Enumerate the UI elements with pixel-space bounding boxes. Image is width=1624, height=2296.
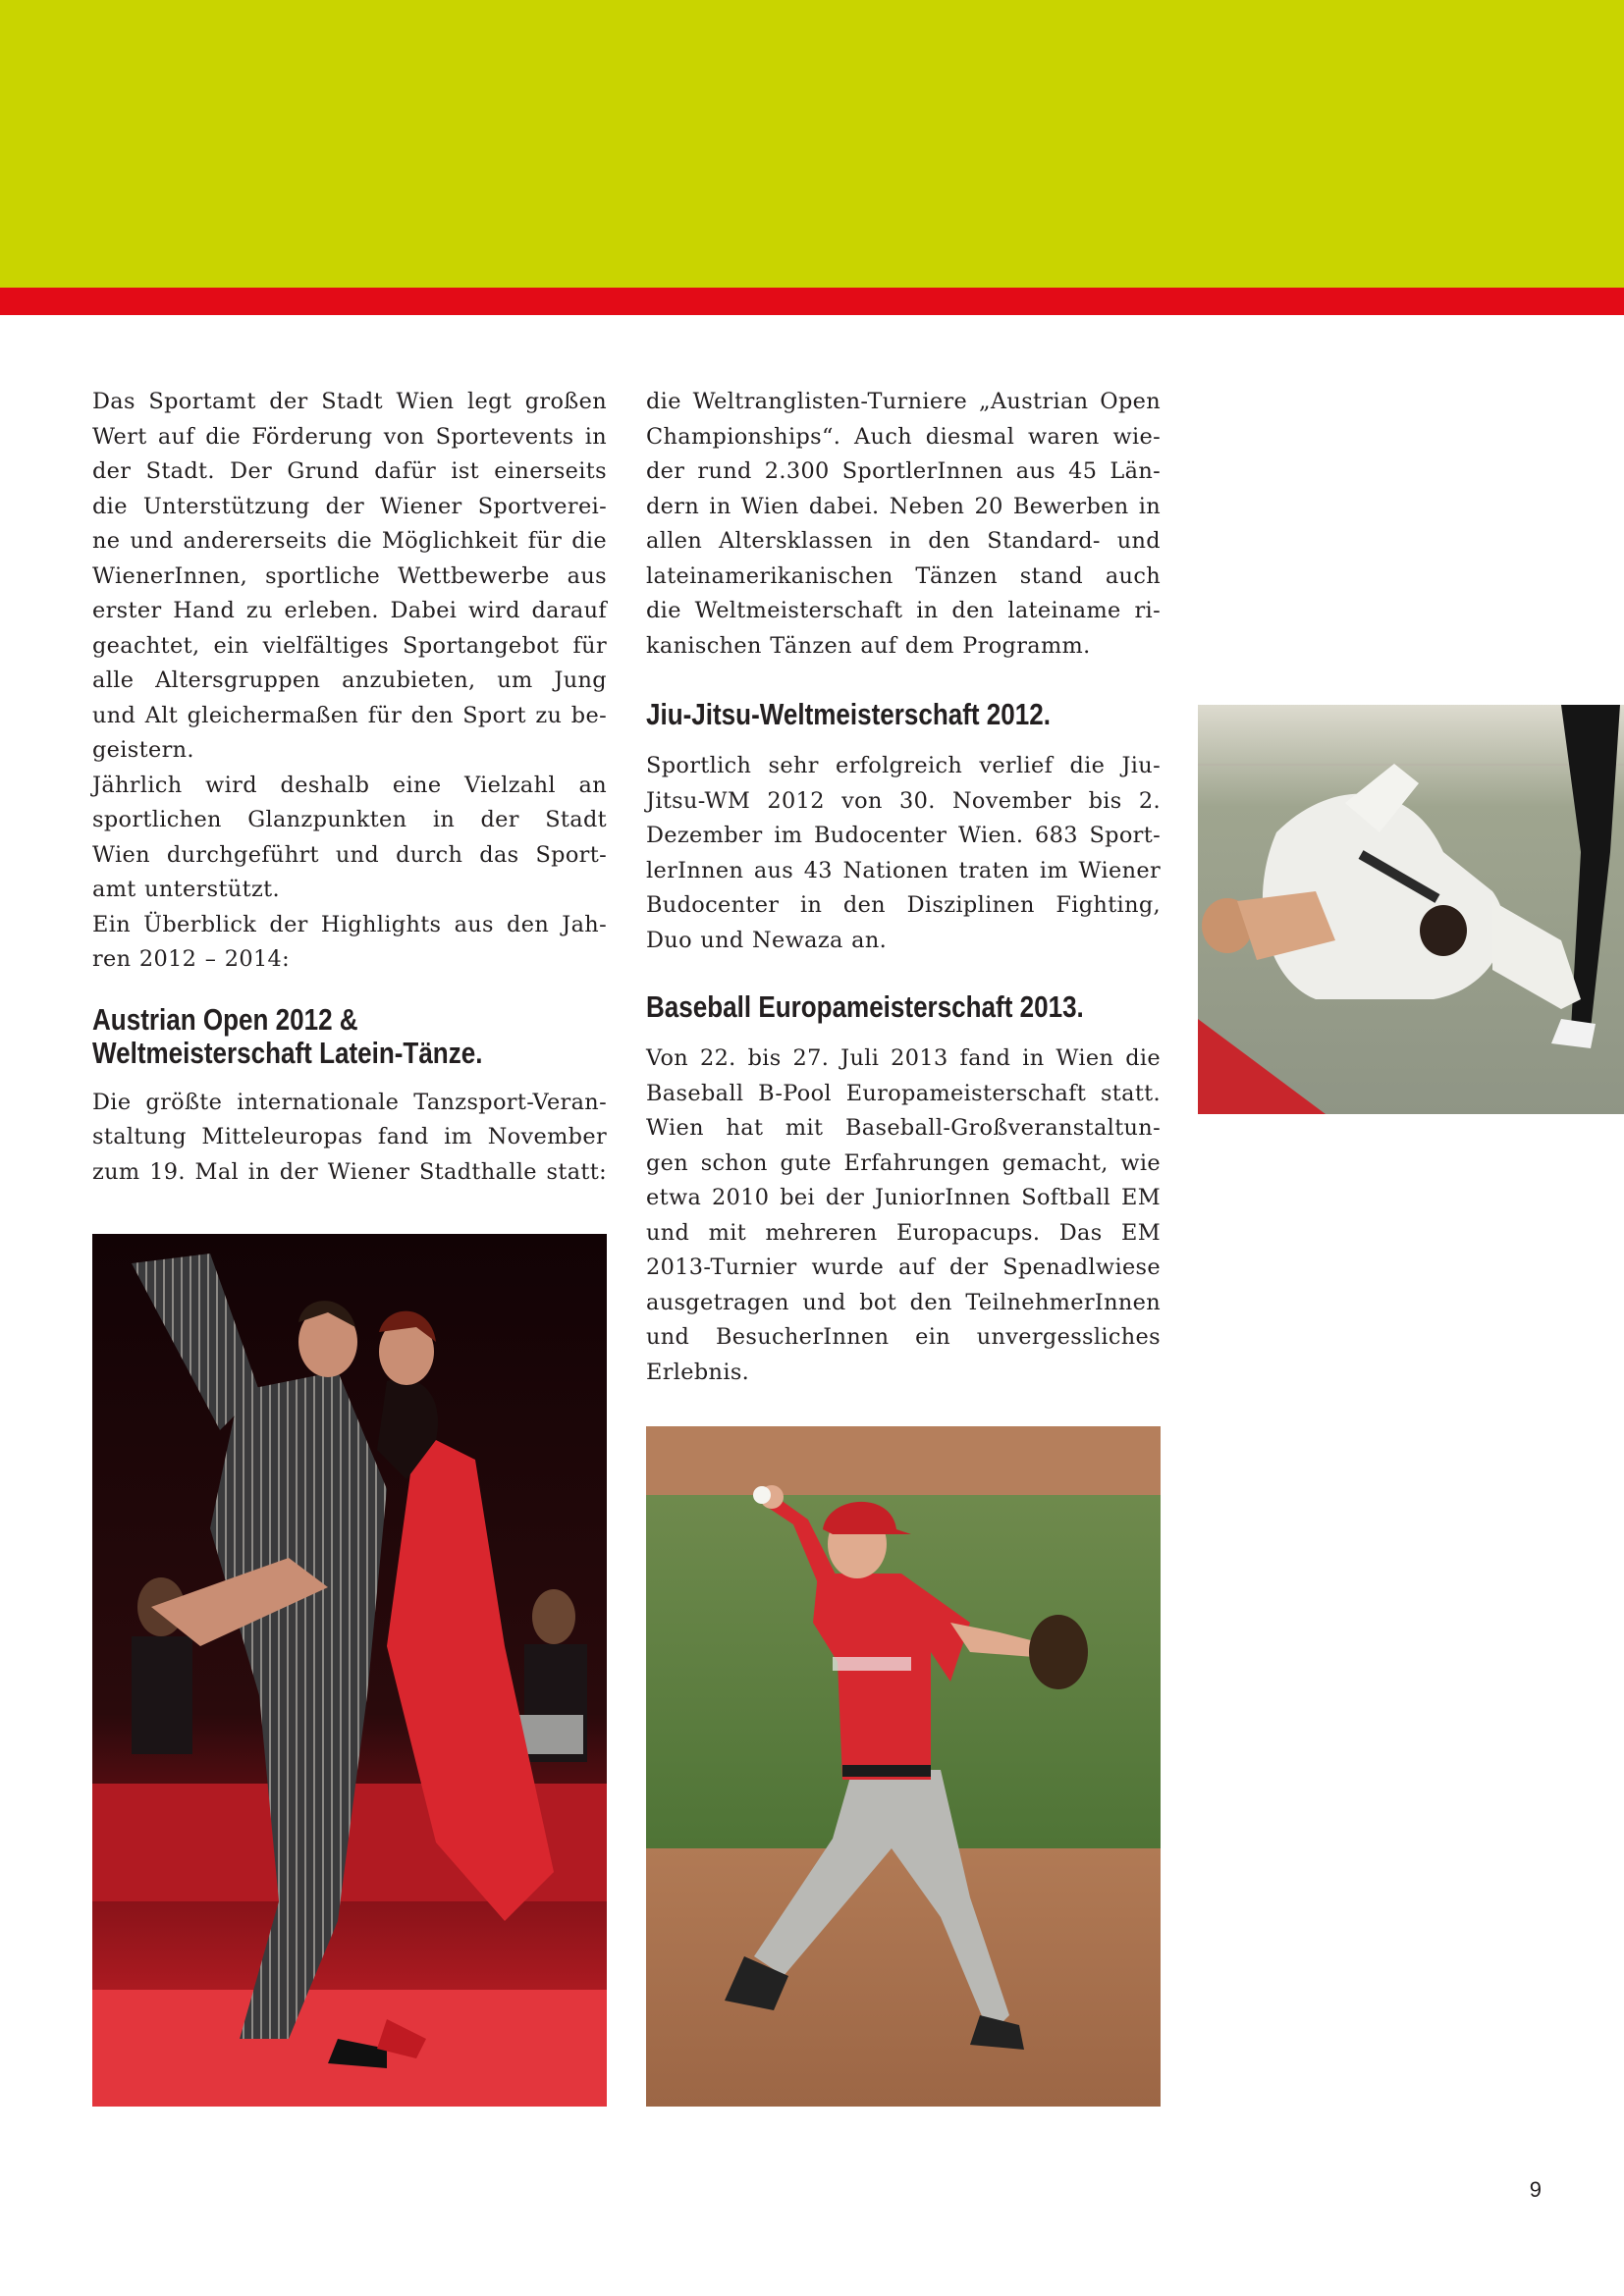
section-title-line: Weltmeisterschaft Latein-Tänze. bbox=[92, 1035, 483, 1070]
text-line: Das Sportamt der Stadt Wien legt großen bbox=[92, 389, 607, 414]
text-line: zum 19. Mal in der Wiener Stadthalle statt: bbox=[92, 1158, 607, 1185]
middle-column bbox=[646, 385, 1161, 1390]
text-line: die Unterstützung der Wiener Sportverei- bbox=[92, 493, 607, 519]
text-line: 2013-Turnier wurde auf der Spenadlwiese bbox=[646, 1255, 1161, 1280]
text-line: Championships“. Auch diesmal waren wie- bbox=[646, 423, 1161, 450]
text-line: amt unterstützt. bbox=[92, 877, 280, 902]
text-line: sportlichen Glanzpunkten in der Stadt bbox=[92, 807, 607, 832]
text-line: der rund 2.300 SportlerInnen aus 45 Län- bbox=[646, 458, 1161, 484]
text-line: WienerInnen, sportliche Wettbewerbe aus bbox=[92, 562, 607, 589]
text-line: Baseball B-Pool Europameisterschaft statt. bbox=[646, 1080, 1161, 1106]
text-line: gen schon gute Erfahrungen gemacht, wie bbox=[646, 1149, 1161, 1176]
text-line: erster Hand zu erleben. Dabei wird darauf bbox=[92, 598, 607, 623]
text-line: und mit mehreren Europacups. Das EM bbox=[646, 1219, 1161, 1246]
page-number: 9 bbox=[1529, 2177, 1542, 2202]
text-line: ren 2012 – 2014: bbox=[92, 946, 291, 972]
text-line: staltung Mitteleuropas fand im November bbox=[92, 1124, 607, 1149]
section-title-austrian-open bbox=[92, 1003, 607, 1070]
text-line: Jährlich wird deshalb eine Vielzahl an bbox=[92, 772, 607, 798]
text-line: etwa 2010 bei der JuniorInnen Softball EM bbox=[646, 1185, 1161, 1210]
text-line: Erlebnis. bbox=[646, 1359, 750, 1385]
austrian-open-paragraph bbox=[92, 1086, 607, 1191]
text-line: lerInnen aus 43 Nationen traten im Wiener bbox=[646, 857, 1161, 883]
continued-paragraph bbox=[646, 385, 1161, 664]
text-line: Die größte internationale Tanzsport-Veran- bbox=[92, 1089, 607, 1115]
text-line: allen Altersklassen in den Standard- und bbox=[646, 528, 1161, 554]
text-line: Wien durchgeführt und durch das Sport- bbox=[92, 841, 607, 868]
text-line: Ein Überblick der Highlights aus den Jah- bbox=[92, 911, 607, 937]
text-line: Budocenter in den Disziplinen Fighting, bbox=[646, 892, 1161, 918]
tango-dancers-photo bbox=[92, 1234, 607, 2107]
text-line: und Alt gleichermaßen für den Sport zu be- bbox=[92, 702, 607, 728]
baseball-paragraph bbox=[646, 1041, 1161, 1390]
section-title-jiujitsu: Jiu-Jitsu-Weltmeisterschaft 2012. bbox=[646, 697, 1051, 731]
text-line: Jitsu-WM 2012 von 30. November bis 2. bbox=[646, 787, 1161, 814]
red-accent-stripe bbox=[0, 288, 1624, 315]
text-line: Dezember im Budocenter Wien. 683 Sport- bbox=[646, 823, 1161, 848]
text-line: ausgetragen und bot den TeilnehmerInnen bbox=[646, 1289, 1161, 1315]
intro-paragraph bbox=[92, 385, 607, 978]
section-title-baseball: Baseball Europameisterschaft 2013. bbox=[646, 989, 1084, 1024]
section-title-line: Austrian Open 2012 & bbox=[92, 1001, 358, 1037]
text-line: die Weltranglisten-Turniere „Austrian Open bbox=[646, 389, 1161, 414]
text-line: Von 22. bis 27. Juli 2013 fand in Wien die bbox=[646, 1045, 1161, 1071]
text-line: dern in Wien dabei. Neben 20 Bewerben in bbox=[646, 493, 1161, 519]
text-line: geachtet, ein vielfältiges Sportangebot für bbox=[92, 632, 607, 659]
text-line: und BesucherInnen ein unvergessliches bbox=[646, 1324, 1161, 1350]
jiujitsu-paragraph bbox=[646, 749, 1161, 958]
text-line: lateinamerikanischen Tänzen stand auch bbox=[646, 562, 1161, 589]
text-line: die Weltmeisterschaft in den lateiname ri- bbox=[646, 598, 1161, 623]
text-line: ne und andererseits die Möglichkeit für die bbox=[92, 528, 607, 554]
text-line: der Stadt. Der Grund dafür ist einerseits bbox=[92, 458, 607, 484]
text-line: alle Altersgruppen anzubieten, um Jung bbox=[92, 667, 607, 693]
left-column bbox=[92, 385, 607, 1190]
text-line: Wert auf die Förderung von Sportevents in bbox=[92, 423, 607, 450]
text-line: Sportlich sehr erfolgreich verlief die Jiu- bbox=[646, 753, 1161, 778]
text-line: geistern. bbox=[92, 737, 194, 763]
baseball-pitcher-photo bbox=[646, 1426, 1161, 2107]
jiujitsu-photo bbox=[1198, 705, 1624, 1114]
text-line: kanischen Tänzen auf dem Programm. bbox=[646, 632, 1091, 659]
top-color-band bbox=[0, 0, 1624, 288]
text-line: Wien hat mit Baseball-Großveranstaltun- bbox=[646, 1115, 1161, 1141]
text-line: Duo und Newaza an. bbox=[646, 927, 888, 953]
